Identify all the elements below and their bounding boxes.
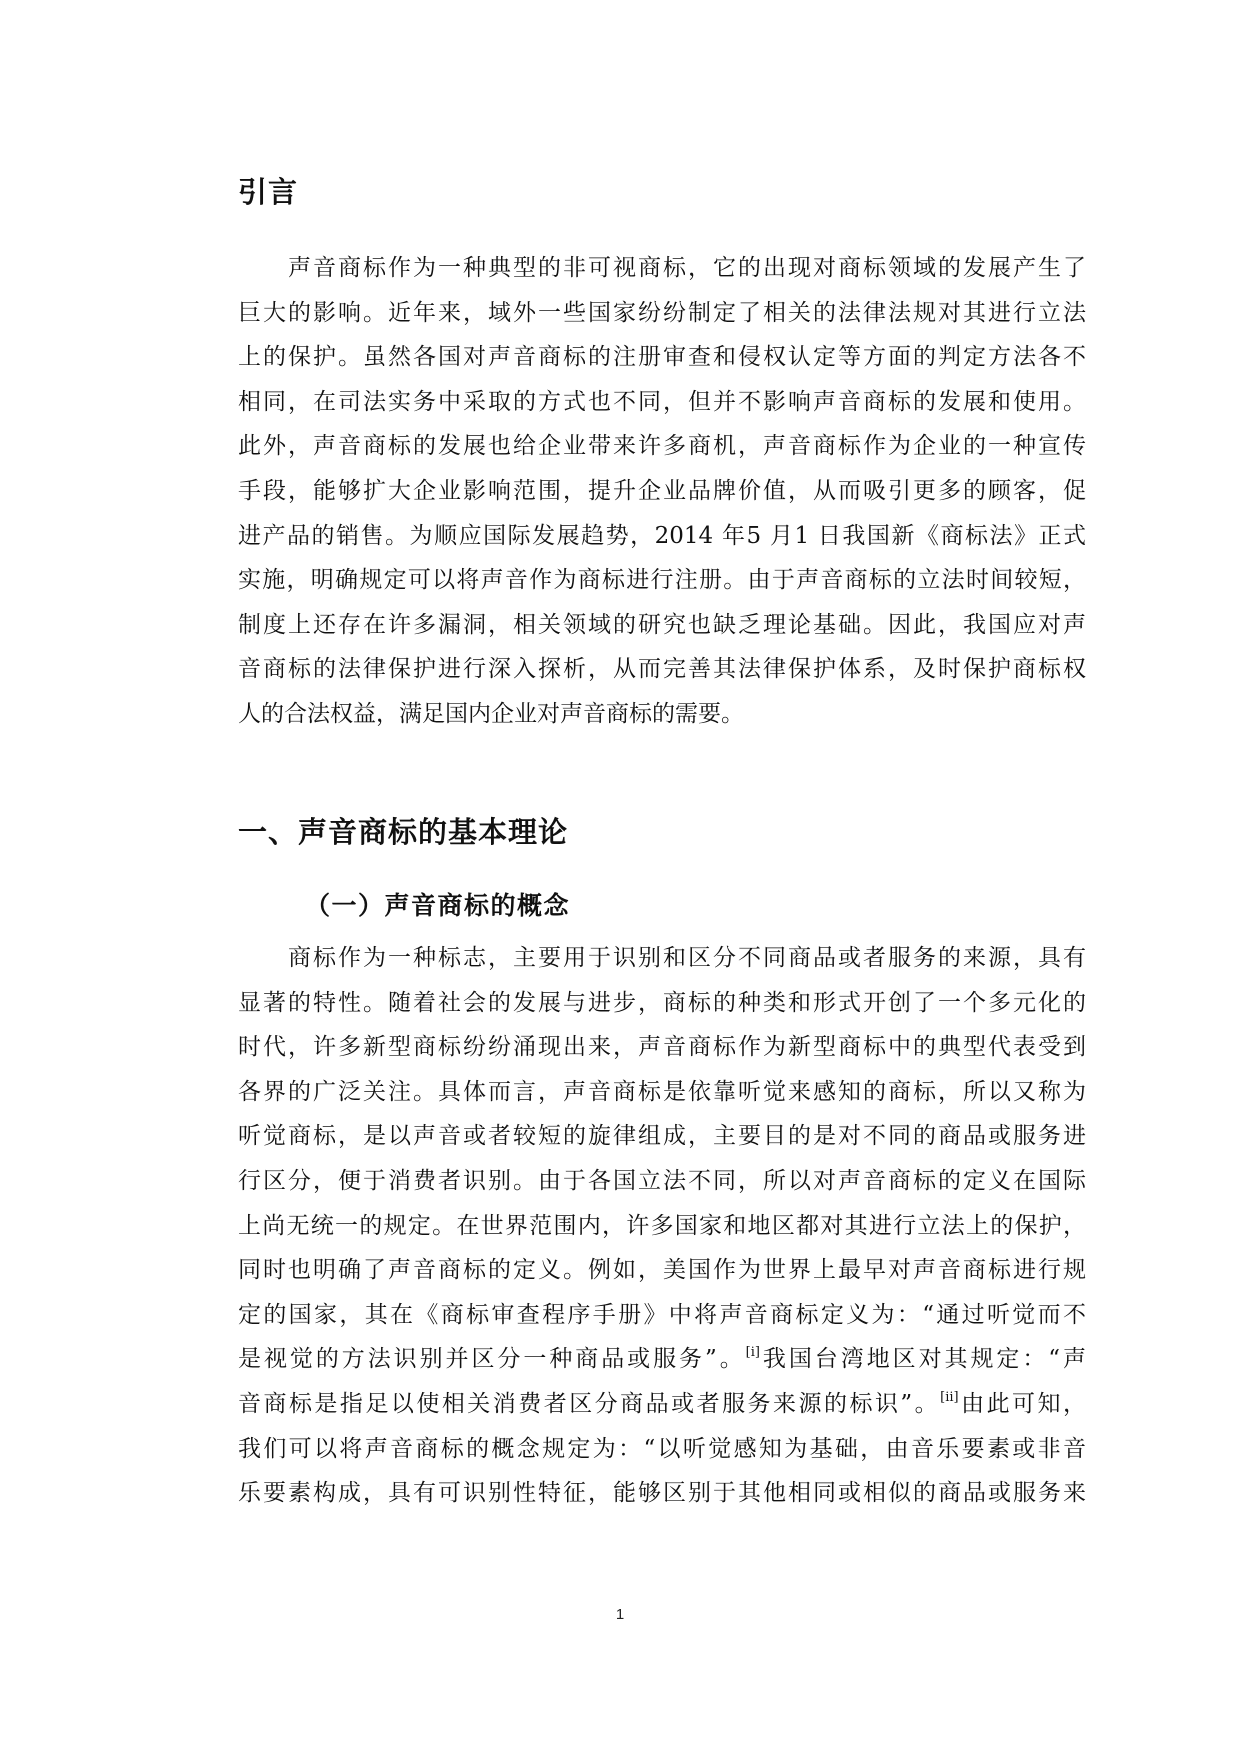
concept-paragraph [238, 936, 1086, 1516]
paragraph-line: 同时也明确了声音商标的定义。例如，美国作为世界上最早对声音商标进行规 [238, 1257, 1086, 1284]
text-segment: 由此可知， [958, 1390, 1086, 1417]
text-segment: 音商标是指足以使相关消费者区分商品或者服务来源的标识”。 [238, 1390, 941, 1417]
paragraph-line: 定的国家，其在《商标审查程序手册》中将声音商标定义为：“通过听觉而不 [238, 1301, 1086, 1328]
paragraph-line: 巨大的影响。近年来，域外一些国家纷纷制定了相关的法律法规对其进行立法 [238, 299, 1086, 326]
paragraph-line: 人的合法权益，满足国内企业对声音商标的需要。 [238, 700, 744, 727]
paragraph-line: 制度上还存在许多漏洞，相关领域的研究也缺乏理论基础。因此，我国应对声 [238, 611, 1086, 638]
paragraph-line: 相同，在司法实务中采取的方式也不同，但并不影响声音商标的发展和使用。 [238, 388, 1086, 415]
footnote-reference[interactable]: [i] [745, 1345, 760, 1361]
paragraph-line: 手段，能够扩大企业影响范围，提升企业品牌价值，从而吸引更多的顾客，促 [238, 477, 1086, 504]
paragraph-line: 声音商标作为一种典型的非可视商标，它的出现对商标领域的发展产生了 [288, 255, 1086, 281]
paragraph-line: 上的保护。虽然各国对声音商标的注册审查和侵权认定等方面的判定方法各不 [238, 344, 1086, 371]
paragraph-line: 显著的特性。随着社会的发展与进步，商标的种类和形式开创了一个多元化的 [238, 989, 1086, 1016]
intro-paragraph [238, 246, 1086, 737]
paragraph-line: 乐要素构成，具有可识别性特征，能够区别于其他相同或相似的商品或服务来 [238, 1480, 1086, 1507]
paragraph-line: 上尚无统一的规定。在世界范围内，许多国家和地区都对其进行立法上的保护， [238, 1212, 1086, 1239]
paragraph-line: 听觉商标，是以声音或者较短的旋律组成，主要目的是对不同的商品或服务进 [238, 1123, 1086, 1150]
subsection-heading: （一）声音商标的概念 [305, 891, 571, 920]
paragraph-line: 各界的广泛关注。具体而言，声音商标是依靠听觉来感知的商标，所以又称为 [238, 1078, 1086, 1105]
paragraph-line: 我们可以将声音商标的概念规定为：“以听觉感知为基础，由音乐要素或非音 [238, 1435, 1086, 1462]
paragraph-line: 行区分，便于消费者识别。由于各国立法不同，所以对声音商标的定义在国际 [238, 1167, 1086, 1194]
paragraph-line-with-footnote [238, 1337, 1086, 1382]
paragraph-line-with-footnote [238, 1382, 1086, 1427]
section-heading: 一、声音商标的基本理论 [238, 815, 569, 849]
footnote-reference[interactable]: [ii] [940, 1389, 959, 1405]
page-number: 1 [615, 1606, 625, 1623]
paragraph-line: 时代，许多新型商标纷纷涌现出来，声音商标作为新型商标中的典型代表受到 [238, 1034, 1086, 1061]
text-segment: 我国台湾地区对其规定：“声 [759, 1346, 1087, 1373]
paragraph-line: 音商标的法律保护进行深入探析，从而完善其法律保护体系，及时保护商标权 [238, 656, 1086, 683]
paragraph-line: 进产品的销售。为顺应国际发展趋势，2014 年5 月1 日我国新《商标法》正式 [238, 522, 1086, 549]
paragraph-line: 商标作为一种标志，主要用于识别和区分不同商品或者服务的来源，具有 [288, 945, 1086, 971]
paragraph-line: 实施，明确规定可以将声音作为商标进行注册。由于声音商标的立法时间较短， [238, 567, 1086, 594]
text-segment: 是视觉的方法识别并区分一种商品或服务”。 [238, 1346, 746, 1373]
paragraph-line: 此外，声音商标的发展也给企业带来许多商机，声音商标作为企业的一种宣传 [238, 433, 1086, 460]
intro-heading: 引言 [238, 175, 299, 209]
